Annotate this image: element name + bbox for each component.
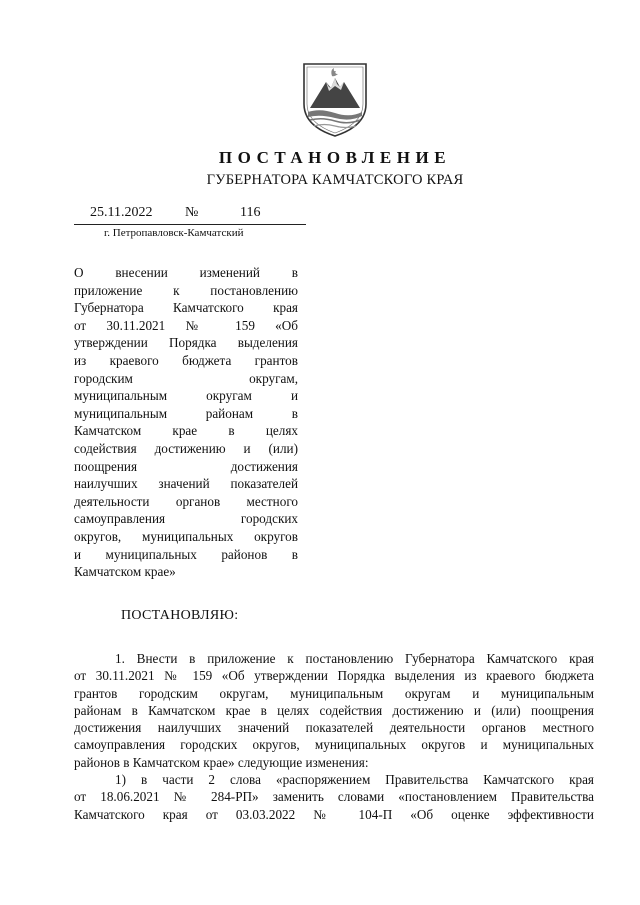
body-line: от 18.06.2021 № 284-РП» заменить словами «постановлением Правительства [74, 789, 594, 805]
body-line: 1) в части 2 слова «распоряжением Правительства Камчатского края [115, 772, 594, 788]
subject-line: Камчатском крае в целях [74, 423, 298, 439]
number-sign: № [185, 205, 199, 220]
subject-line: приложение к постановлению [74, 282, 298, 298]
body-line: районам в Камчатском крае в целях содействия достижению и (или) поощрения [74, 702, 594, 718]
subject-line: самоуправления городских [74, 511, 298, 527]
date-underline [74, 224, 306, 225]
subject-line: утверждении Порядка выделения [74, 335, 298, 351]
body-line: самоуправления городских округов, муниципальных округов и муниципальных [74, 737, 594, 753]
body-line: Камчатского края от 03.03.2022 № 104-П «Об оценке эффективности [74, 806, 594, 822]
document-number: 116 [240, 205, 261, 220]
subject-line: округов, муниципальных округов [74, 528, 298, 544]
subject-line: из краевого бюджета грантов [74, 352, 298, 368]
subject-line: Губернатора Камчатского края [74, 300, 298, 316]
subject-line: и муниципальных районов в [74, 546, 298, 562]
subject-line: городским округам, [74, 370, 298, 386]
kamchatka-coat-of-arms-icon [300, 60, 370, 138]
body-text [74, 650, 594, 823]
document-title: ПОСТАНОВЛЕНИЕ [218, 148, 452, 167]
subject-line: от 30.11.2021 № 159 «Об [74, 317, 298, 333]
body-line: 1. Внести в приложение к постановлению Губернатора Камчатского края [115, 651, 594, 666]
subject-line: О внесении изменений в [74, 265, 298, 280]
subject-line: муниципальным округам и [74, 388, 298, 404]
body-line: от 30.11.2021 № 159 «Об утверждении Порядка выделения из краевого бюджета [74, 668, 594, 684]
subject-line: муниципальным районам в [74, 405, 298, 421]
subject-line: содействия достижению и (или) [74, 440, 298, 456]
subject-line: наилучших значений показателей [74, 476, 298, 492]
body-line: достижения наилучших значений показателей деятельности органов местного [74, 720, 594, 736]
body-line: районов в Камчатском крае» следующие изменения: [74, 754, 369, 770]
decree-word: ПОСТАНОВЛЯЮ: [121, 608, 239, 623]
document-issuer: ГУБЕРНАТОРА КАМЧАТСКОГО КРАЯ [206, 172, 464, 188]
body-line: грантов городским округам, муниципальным округам и муниципальным [74, 685, 594, 701]
subject-line: Камчатском крае» [74, 564, 176, 580]
subject-line: деятельности органов местного [74, 493, 298, 509]
subject-block [74, 264, 298, 581]
document-place: г. Петропавловск-Камчатский [104, 227, 244, 239]
document-date: 25.11.2022 [90, 205, 153, 220]
subject-line: поощрения достижения [74, 458, 298, 474]
